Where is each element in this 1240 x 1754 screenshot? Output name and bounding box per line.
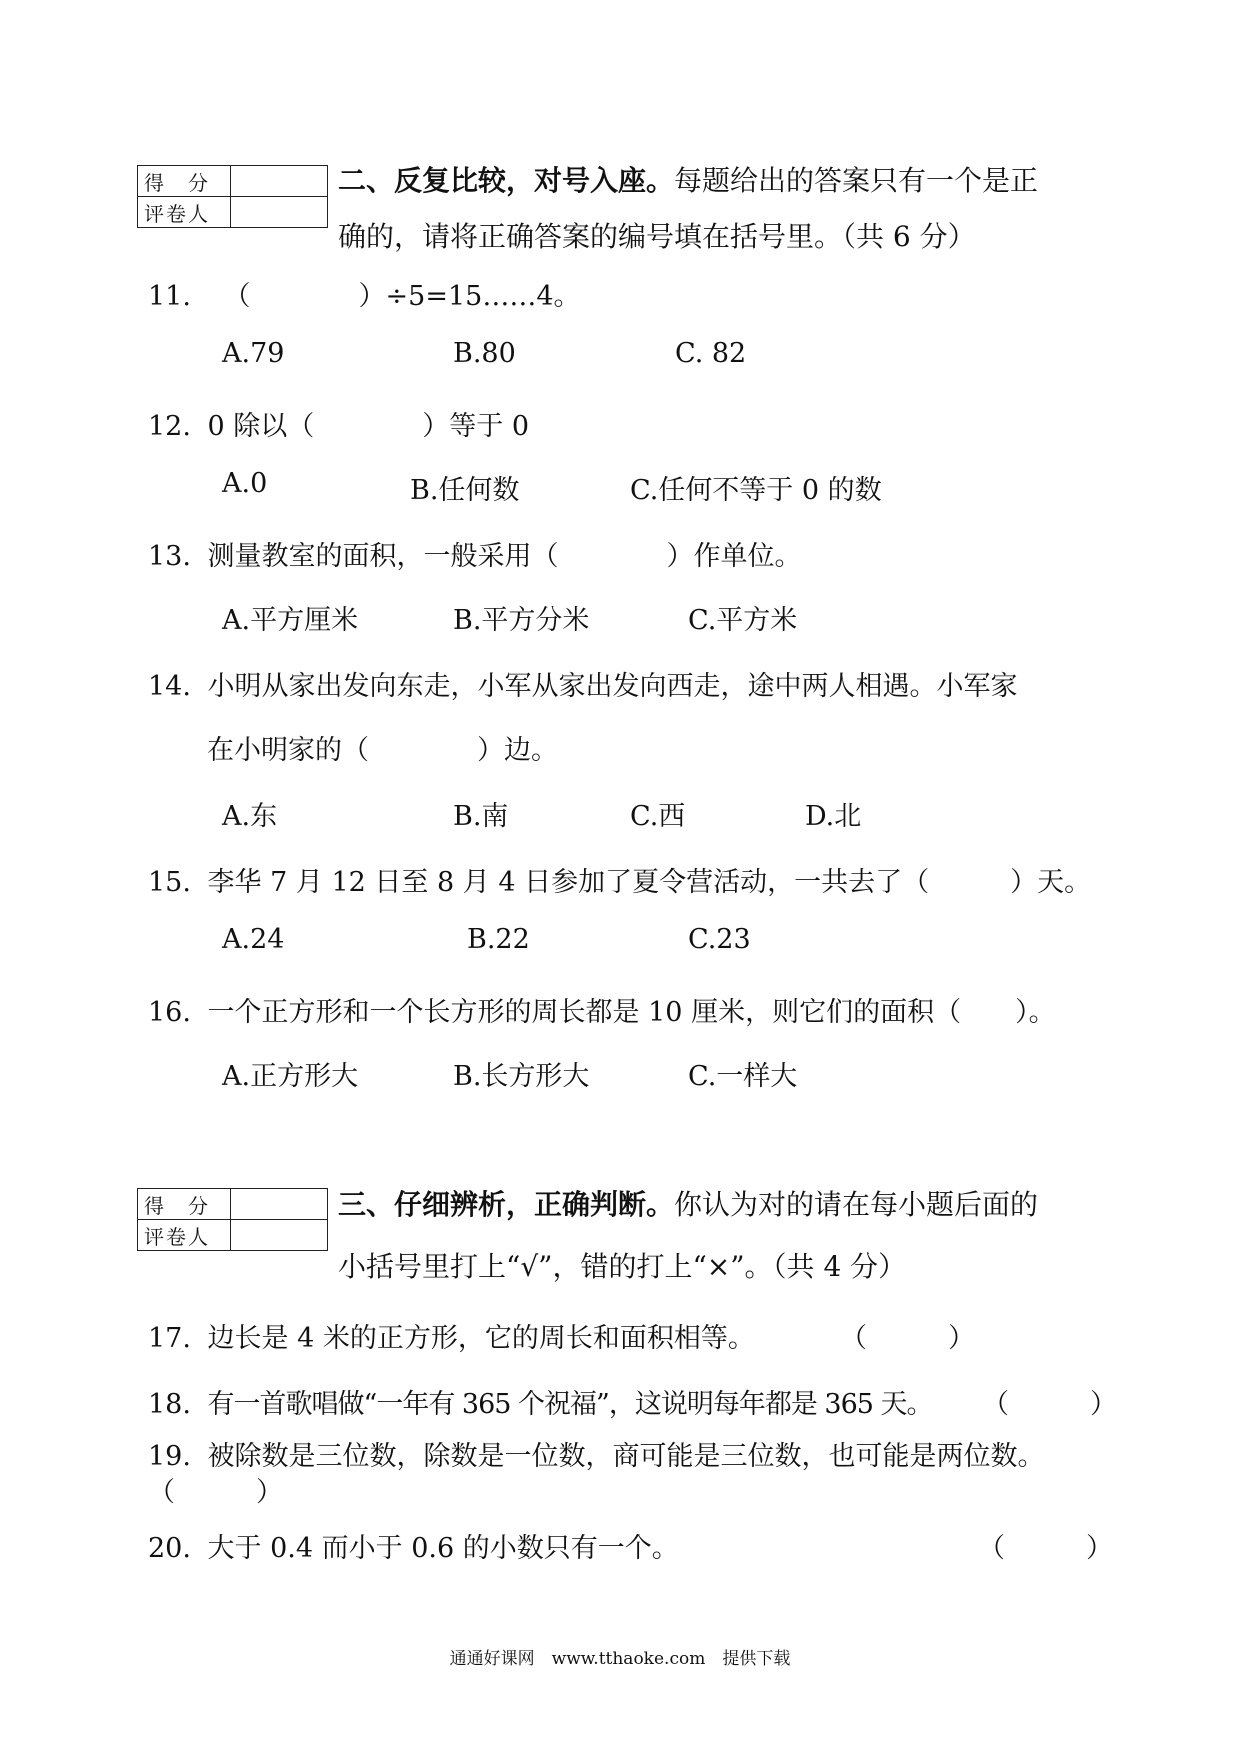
section3-heading — [338, 1176, 1038, 1234]
question-number: 12. — [148, 411, 191, 442]
reviewer-label: 评卷人 — [138, 1220, 231, 1251]
option-b[interactable]: B.南 — [453, 801, 509, 832]
option-c[interactable]: C.西 — [630, 801, 686, 832]
section2-title: 二、反复比较，对号入座。 — [338, 164, 675, 197]
option-d[interactable]: D.北 — [805, 801, 862, 832]
option-c[interactable]: C. 82 — [675, 338, 747, 369]
question-text: 大于 0.4 而小于 0.6 的小数只有一个。 — [207, 1533, 679, 1564]
question-19 — [148, 1434, 1045, 1473]
question-13 — [148, 534, 802, 573]
option-b[interactable]: B.任何数 — [410, 475, 520, 506]
question-number: 13. — [148, 541, 191, 572]
question-20 — [148, 1526, 679, 1565]
answer-parentheses[interactable]: （ ） — [148, 1477, 283, 1508]
question-number: 16. — [148, 997, 191, 1028]
option-b[interactable]: B.22 — [467, 924, 530, 955]
question-12 — [148, 404, 529, 443]
section2-desc-line1: 每题给出的答案只有一个是正 — [674, 164, 1039, 197]
option-b[interactable]: B.长方形大 — [453, 1061, 590, 1092]
option-b[interactable]: B.平方分米 — [453, 605, 590, 636]
question-text: 被除数是三位数，除数是一位数，商可能是三位数，也可能是两位数。 — [207, 1441, 1045, 1472]
option-c[interactable]: C.任何不等于 0 的数 — [630, 475, 882, 506]
question-number: 11. — [148, 281, 191, 312]
section3-desc-line2: 小括号里打上“√”，错的打上“×”。（共 4 分） — [338, 1250, 907, 1283]
question-text: 0 除以（ ）等于 0 — [207, 411, 530, 442]
question-17 — [148, 1316, 755, 1355]
answer-parentheses[interactable]: （ ） — [840, 1323, 975, 1354]
reviewer-cell[interactable] — [231, 197, 328, 228]
option-c[interactable]: C.平方米 — [688, 605, 798, 636]
question-number: 17. — [148, 1323, 191, 1354]
section2-heading — [338, 152, 1038, 210]
score-table-section2 — [137, 165, 328, 228]
option-a[interactable]: A.0 — [222, 468, 268, 499]
question-15 — [148, 860, 1091, 899]
question-text: 一个正方形和一个长方形的周长都是 10 厘米，则它们的面积（ ）。 — [207, 997, 1056, 1028]
reviewer-cell[interactable] — [231, 1220, 328, 1251]
question-number: 18. — [148, 1389, 191, 1420]
question-number: 19. — [148, 1441, 191, 1472]
question-text: 有一首歌唱做“一年有 365 个祝福”，这说明每年都是 365 天。 — [207, 1389, 933, 1420]
score-cell[interactable] — [231, 1189, 328, 1220]
score-cell[interactable] — [231, 166, 328, 197]
reviewer-label: 评卷人 — [138, 197, 231, 228]
answer-parentheses[interactable]: （ ） — [978, 1533, 1113, 1564]
question-number: 14. — [148, 671, 191, 702]
option-a[interactable]: A.24 — [222, 924, 285, 955]
question-text-continued: 在小明家的（ ）边。 — [207, 735, 558, 766]
section2-desc-line2: 确的，请将正确答案的编号填在括号里。（共 6 分） — [338, 220, 976, 253]
footer-watermark: 通通好课网 www.tthaoke.com 提供下载 — [449, 1649, 791, 1669]
score-label: 得 分 — [138, 1189, 231, 1220]
question-text: （ ）÷5=15……4。 — [223, 281, 581, 312]
question-text: 测量教室的面积，一般采用（ ）作单位。 — [207, 541, 802, 572]
score-label: 得 分 — [138, 166, 231, 197]
question-number: 20. — [148, 1533, 191, 1564]
score-table-section3 — [137, 1188, 328, 1251]
section3-desc-line1: 你认为对的请在每小题后面的 — [674, 1188, 1039, 1221]
question-18 — [148, 1382, 933, 1421]
question-text: 小明从家出发向东走，小军从家出发向西走，途中两人相遇。小军家 — [207, 671, 1018, 702]
option-a[interactable]: A.79 — [222, 338, 285, 369]
section3-title: 三、仔细辨析，正确判断。 — [338, 1188, 675, 1221]
question-16 — [148, 990, 1056, 1029]
question-text: 李华 7 月 12 日至 8 月 4 日参加了夏令营活动，一共去了（ ）天。 — [207, 867, 1092, 898]
option-c[interactable]: C.23 — [688, 924, 751, 955]
question-14 — [148, 664, 1018, 703]
question-number: 15. — [148, 867, 191, 898]
option-c[interactable]: C.一样大 — [688, 1061, 798, 1092]
option-a[interactable]: A.正方形大 — [222, 1061, 359, 1092]
answer-parentheses[interactable]: （ ） — [982, 1389, 1117, 1420]
option-a[interactable]: A.平方厘米 — [222, 605, 359, 636]
question-11 — [148, 274, 581, 313]
option-b[interactable]: B.80 — [453, 338, 516, 369]
question-text: 边长是 4 米的正方形，它的周长和面积相等。 — [207, 1323, 755, 1354]
option-a[interactable]: A.东 — [222, 801, 278, 832]
